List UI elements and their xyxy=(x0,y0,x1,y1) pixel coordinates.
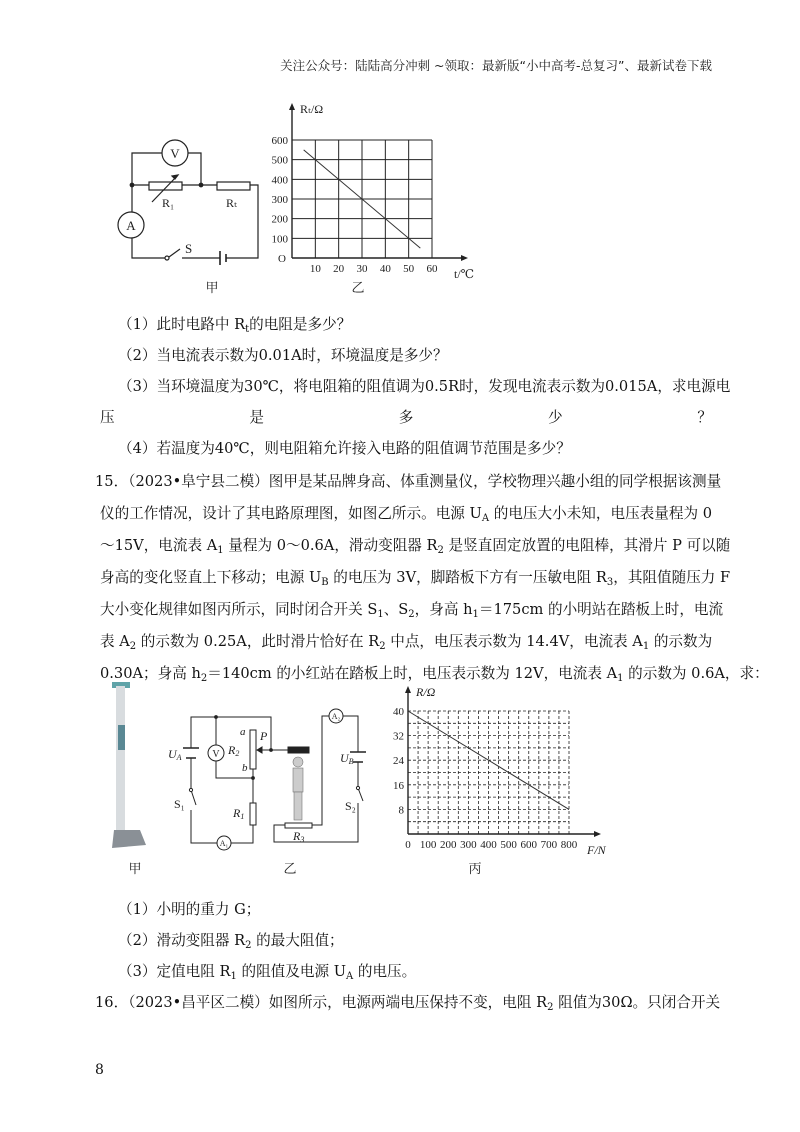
ua-label: UA xyxy=(168,747,182,762)
text-line xyxy=(100,504,712,524)
s2-label: S₂ xyxy=(345,799,356,813)
text-segment: （3）当环境温度为30℃，将电阻箱的阻值调为0.5R时，发现电流表示数为0.015A，求电源电 xyxy=(118,378,731,395)
text-segment: 表 A xyxy=(100,633,130,650)
x-tick-label: 500 xyxy=(500,839,517,851)
thermistor-rt xyxy=(217,182,250,190)
subscript: 1 xyxy=(472,609,479,620)
text-segment: ，身高 h xyxy=(414,601,473,618)
page-number: 8 xyxy=(95,1062,104,1078)
caption-bing: 丙 xyxy=(468,861,482,876)
text-segment: 量程为 0～0.6A，滑动变阻器 R xyxy=(223,537,438,554)
subscript: 2 xyxy=(379,641,386,652)
text-line xyxy=(100,632,712,652)
text-segment: （3）定值电阻 R xyxy=(118,963,231,980)
x-tick-label: 60 xyxy=(426,263,438,275)
y-axis-arrow-icon xyxy=(405,686,411,693)
x-tick-label: 20 xyxy=(333,263,345,275)
y-tick-label: 500 xyxy=(271,154,288,167)
slider-p-label: P xyxy=(260,729,268,743)
subscript: 1 xyxy=(230,971,237,982)
ammeter-label: A xyxy=(126,218,136,233)
text-line xyxy=(95,993,721,1013)
a1-label: A₁ xyxy=(219,839,229,848)
battery-ua xyxy=(183,748,199,758)
subscript: 1 xyxy=(217,545,224,556)
chart-r-vs-force xyxy=(393,685,607,857)
caption-yi: 乙 xyxy=(351,280,365,295)
text-segment: （4）若温度为40℃，则电阻箱允许接入电路的阻值调节范围是多少？ xyxy=(118,440,571,457)
r1-label: R₁ xyxy=(162,196,175,210)
text-line xyxy=(118,315,351,335)
text-segment: 的电阻是多少？ xyxy=(249,316,352,333)
subscript: 1 xyxy=(617,673,624,684)
switch-s xyxy=(169,249,180,257)
y-tick-label: 600 xyxy=(271,135,288,147)
x-axis-arrow-icon xyxy=(461,255,468,261)
subscript: B xyxy=(321,577,329,588)
subscript: A xyxy=(481,513,490,524)
text-line xyxy=(100,568,731,588)
text-line xyxy=(100,600,724,620)
text-segment: 的示数为 0.6A，求： xyxy=(623,665,769,682)
voltmeter-label: V xyxy=(170,146,180,161)
subscript: 2 xyxy=(437,545,444,556)
chart-rt-vs-temperature xyxy=(272,102,475,281)
subscript: 2 xyxy=(200,673,208,684)
text-line xyxy=(100,408,712,428)
x-tick-label: 40 xyxy=(379,263,391,275)
y-tick-label: 32 xyxy=(393,730,404,743)
terminal-b-label: b xyxy=(242,762,248,774)
text-line xyxy=(118,439,571,459)
text-segment: 压是多少？ xyxy=(100,409,712,426)
x-tick-label: 10 xyxy=(309,263,321,275)
sub-question xyxy=(118,962,416,982)
sub-question xyxy=(118,931,344,951)
a2-label: A₂ xyxy=(331,712,341,721)
subscript: 1 xyxy=(642,641,650,652)
y-tick-label: 200 xyxy=(271,213,288,226)
x-tick-label: 50 xyxy=(403,263,415,275)
text-segment: ～15V，电流表 A xyxy=(100,537,218,554)
circuit-diagram-yi xyxy=(183,709,366,850)
switch-label: S xyxy=(185,241,193,256)
r2-label: R2 xyxy=(228,743,240,758)
text-segment: 阻值为30Ω。只闭合开关 xyxy=(553,994,721,1011)
y-tick-label: 16 xyxy=(393,779,404,792)
sub-question xyxy=(118,900,260,920)
text-segment: 仪的工作情况，设计了其电路原理图，如图乙所示。电源 U xyxy=(100,505,482,522)
y-tick-label: 24 xyxy=(393,755,404,768)
text-segment: 是竖直固定放置的电阻棒，其滑片 P 可以随 xyxy=(443,537,731,554)
y-tick-label: 300 xyxy=(271,194,288,206)
terminal-a-label: a xyxy=(240,726,246,738)
text-segment: ，其阻值随压力 F xyxy=(613,569,731,586)
text-segment: ＝140cm 的小红站在踏板上时，电压表示数为 12V，电流表 A xyxy=(207,665,618,682)
subscript: 2 xyxy=(129,641,137,652)
y-tick-label: 40 xyxy=(393,706,404,718)
text-segment: 的最大阻值； xyxy=(251,932,344,949)
y-tick-label: 400 xyxy=(271,174,288,187)
figure-2 xyxy=(100,670,700,880)
text-segment: （1）此时电路中 R xyxy=(118,316,246,333)
text-segment: 的电压。 xyxy=(353,963,417,980)
text-segment: 15．（2023•阜宁县二模）图甲是某品牌身高、体重测量仪，学校物理兴趣小组的同学根据该测量 xyxy=(95,473,722,490)
text-line xyxy=(118,377,731,397)
text-segment: 、S xyxy=(383,601,409,618)
x-axis-arrow-icon xyxy=(594,831,601,837)
rheostat-r2 xyxy=(250,730,256,769)
text-segment: 身高的变化竖直上下移动；电源 U xyxy=(100,569,322,586)
person-figure xyxy=(293,757,303,820)
s1-label: S₁ xyxy=(174,797,185,811)
height-weight-meter-photo xyxy=(112,682,146,848)
r3-label: R3 xyxy=(293,829,305,844)
x-tick-label: 200 xyxy=(440,839,457,851)
figure-1 xyxy=(100,85,480,295)
switch-s1 xyxy=(191,790,196,805)
x-tick-label: 30 xyxy=(356,263,368,275)
r1-label: R1 xyxy=(233,806,245,821)
text-segment: 16．（2023•昌平区二模）如图所示，电源两端电压保持不变，电阻 R xyxy=(95,994,548,1011)
voltmeter-label: V xyxy=(212,749,220,760)
x-tick-label: 800 xyxy=(560,839,578,851)
caption-jia-2: 甲 xyxy=(128,861,142,876)
text-segment: （2）当电流表示数为0.01A时，环境温度是多少？ xyxy=(118,347,448,364)
text-segment: ＝175cm 的小明站在踏板上时，电流 xyxy=(478,601,724,618)
text-segment: 的电压大小未知，电压表量程为 0 xyxy=(489,505,712,522)
subscript: 2 xyxy=(408,609,415,620)
x-axis-label: t/℃ xyxy=(454,267,475,281)
text-segment: （1）小明的重力 G； xyxy=(118,901,261,918)
x-tick-label: 100 xyxy=(419,839,437,851)
x-tick-label: 400 xyxy=(480,839,497,851)
pressure-sensor-r3 xyxy=(285,823,312,828)
subscript: 2 xyxy=(547,1002,554,1013)
text-line xyxy=(95,472,722,492)
battery-icon xyxy=(220,251,226,265)
text-segment: 的示数为 xyxy=(649,633,713,650)
text-segment: 0.30A；身高 h xyxy=(100,665,201,682)
text-segment: （2）滑动变阻器 R xyxy=(118,932,246,949)
origin-label: O xyxy=(278,253,286,265)
page-header: 关注公众号：陆陆高分冲刺 ~领取：最新版“小中高考-总复习”、最新试卷下载 xyxy=(280,58,712,73)
ub-label: UB xyxy=(340,751,354,766)
subscript: A xyxy=(346,971,354,982)
subscript: 1 xyxy=(377,609,384,620)
x-tick-label: 0 xyxy=(405,839,411,851)
y-axis-arrow-icon xyxy=(289,103,295,110)
x-tick-label: 700 xyxy=(540,839,558,851)
y-axis-label: Rₜ/Ω xyxy=(300,102,324,116)
text-segment: 的电压为 3V，脚踏板下方有一压敏电阻 R xyxy=(328,569,607,586)
x-axis-label: F/N xyxy=(587,843,606,857)
text-line xyxy=(118,346,448,366)
y-tick-label: 100 xyxy=(271,233,288,246)
text-line xyxy=(100,536,731,556)
subscript: 3 xyxy=(606,577,614,588)
y-axis-label: R/Ω xyxy=(416,685,436,699)
subscript: 2 xyxy=(245,940,252,951)
rt-label: Rₜ xyxy=(226,196,237,210)
text-segment: 的阻值及电源 U xyxy=(236,963,346,980)
y-tick-label: 8 xyxy=(398,804,404,817)
x-tick-label: 300 xyxy=(460,839,477,851)
x-tick-label: 600 xyxy=(520,839,537,851)
subscript: t xyxy=(245,324,250,335)
resistor-r1 xyxy=(250,803,256,825)
caption-jia: 甲 xyxy=(205,280,219,295)
text-segment: 大小变化规律如图丙所示，同时闭合开关 S xyxy=(100,601,378,618)
text-segment: 中点，电压表示数为 14.4V，电流表 A xyxy=(385,633,643,650)
text-segment: 的示数为 0.25A，此时滑片恰好在 R xyxy=(136,633,380,650)
caption-yi-2: 乙 xyxy=(283,861,297,876)
